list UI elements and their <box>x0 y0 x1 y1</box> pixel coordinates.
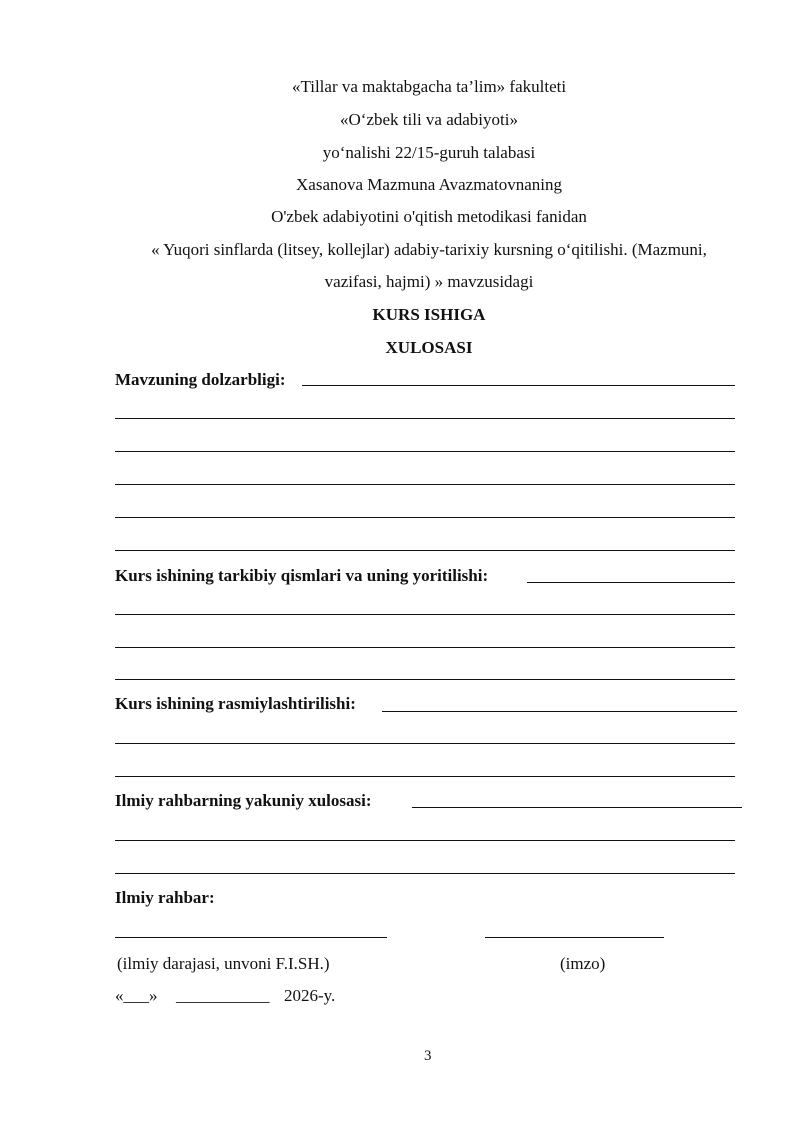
faculty-line: «Tillar va maktabgacha ta’lim» fakulteti <box>291 77 567 96</box>
relevance-field-line[interactable] <box>302 385 735 386</box>
formatting-line[interactable] <box>115 743 735 744</box>
date-year: 2026-y. <box>284 986 336 1005</box>
relevance-line[interactable] <box>115 484 735 485</box>
conclusion-line-end[interactable] <box>633 873 735 874</box>
supervisor-name-line[interactable] <box>115 937 387 938</box>
specialty-line: «O‘zbek tili va adabiyoti» <box>340 110 518 129</box>
title-line-1: KURS ISHIGA <box>372 305 486 324</box>
subject-line: O'zbek adabiyotini o'qitish metodikasi fanidan <box>271 207 587 226</box>
relevance-line[interactable] <box>115 517 735 518</box>
structure-line[interactable] <box>115 614 735 615</box>
group-line: yo‘nalishi 22/15-guruh talabasi <box>322 143 536 162</box>
date-month: ___________ <box>176 986 270 1005</box>
conclusion-field-line[interactable] <box>412 807 742 808</box>
formatting-field-line[interactable] <box>382 711 737 712</box>
topic-line-2: vazifasi, hajmi) » mavzusidagi <box>324 272 534 291</box>
signature-line[interactable] <box>485 937 664 938</box>
formatting-label: Kurs ishining rasmiylashtirilishi: <box>115 694 356 713</box>
conclusion-line[interactable] <box>115 873 633 874</box>
structure-field-line[interactable] <box>527 582 735 583</box>
formatting-line[interactable] <box>115 776 735 777</box>
relevance-line[interactable] <box>115 550 735 551</box>
supervisor-label: Ilmiy rahbar: <box>115 888 215 907</box>
page-number: 3 <box>424 1048 432 1064</box>
title-line-2: XULOSASI <box>385 338 473 357</box>
conclusion-line[interactable] <box>115 840 735 841</box>
student-name: Xasanova Mazmuna Avazmatovnaning <box>296 175 562 194</box>
conclusion-label: Ilmiy rahbarning yakuniy xulosasi: <box>115 791 372 810</box>
structure-label: Kurs ishining tarkibiy qismlari va uning yoritilishi: <box>115 566 489 585</box>
degree-caption: (ilmiy darajasi, unvoni F.I.SH.) <box>117 954 330 973</box>
relevance-label: Mavzuning dolzarbligi: <box>115 370 286 389</box>
structure-line[interactable] <box>115 679 735 680</box>
signature-caption: (imzo) <box>560 954 606 973</box>
relevance-line[interactable] <box>115 418 735 419</box>
date-day: «___» <box>115 986 158 1005</box>
topic-line-1: « Yuqori sinflarda (litsey, kollejlar) adabiy-tarixiy kursning o‘qitilishi. (Mazmuni, <box>151 240 707 259</box>
structure-line[interactable] <box>115 647 735 648</box>
relevance-line[interactable] <box>115 451 735 452</box>
